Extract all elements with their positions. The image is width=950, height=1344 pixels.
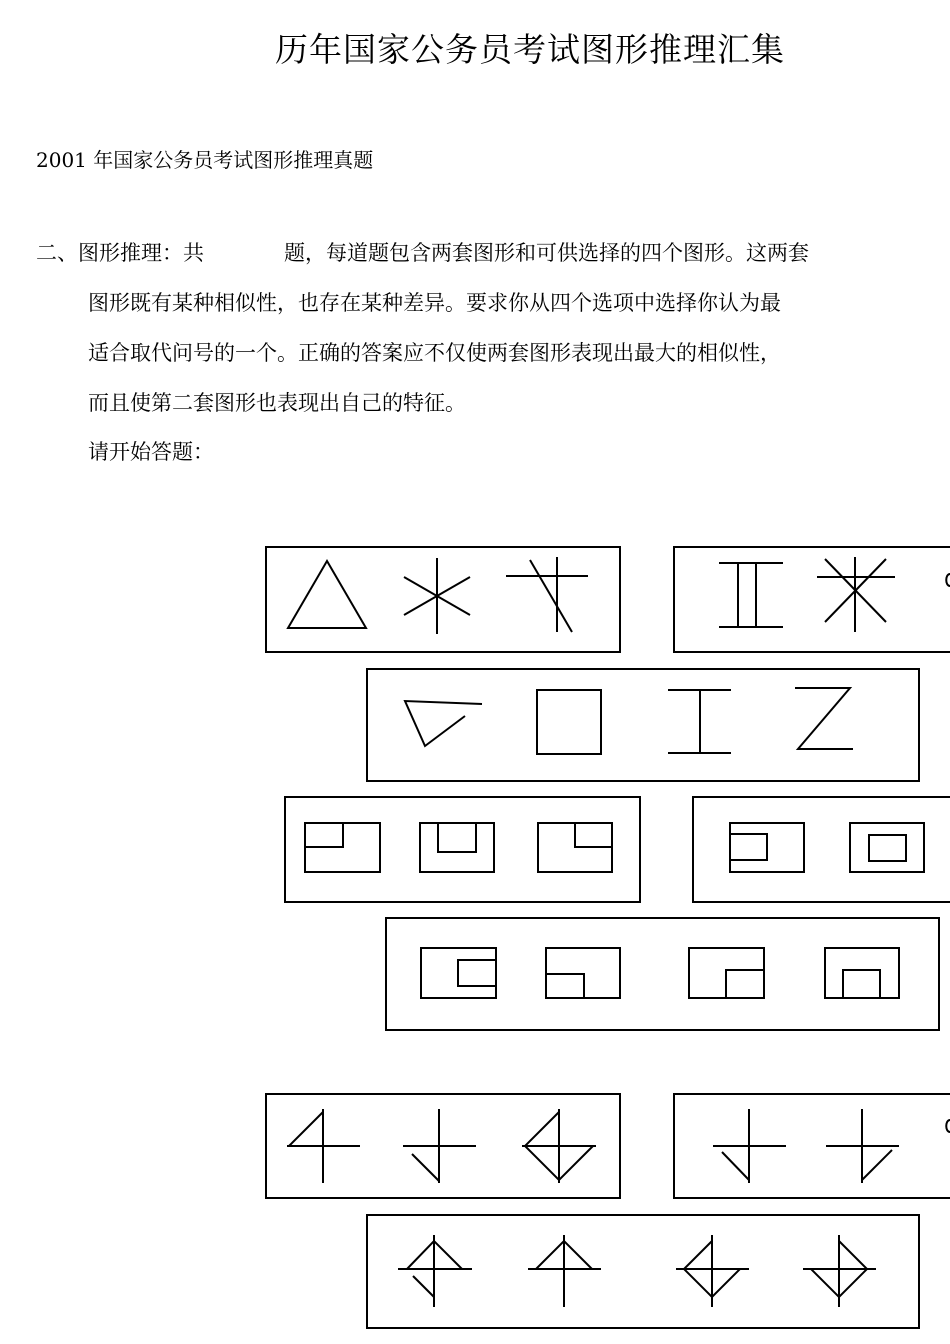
cross-left-diamond-figure [522,1109,596,1183]
rect-topright-inner-figure [538,823,612,872]
instruction-line-4: 而且使第二套图形也表现出自己的特征。 [88,391,466,415]
instruction-line-2: 图形既有某种相似性，也存在某种差异。要求你从四个选项中选择你认为最 [88,291,781,315]
instruction-line-3: 适合取代问号的一个。正确的答案应不仅使两套图形表现出最大的相似性， [88,341,781,365]
z-shape-option [795,688,853,749]
cross-top-left-diamond-option [398,1235,472,1307]
rect-topleft-inner-figure [305,823,380,872]
q1-given-set-2-frame [674,547,950,652]
rect-right-inner-option [421,948,496,998]
q2-given-set-1-frame [285,797,640,902]
cross-lower-left-diagonal-figure-b [713,1109,786,1183]
cross-right-diamond-option [803,1235,876,1307]
cross-upper-left-diagonal-figure [287,1109,360,1183]
instruction-line-1a: 二、图形推理：共 [36,241,204,265]
t-beam-option [668,690,731,753]
question-1 [266,547,950,781]
start-prompt: 请开始答题： [88,440,214,464]
rect-bottomright-inner-option [689,948,764,998]
cross-left-bottom-diamond-option [676,1235,749,1307]
eight-line-star-figure [817,557,895,632]
open-triangle-option [405,701,482,746]
cross-lower-right-diagonal-figure [826,1109,899,1183]
rect-bottomcenter-inner-option [825,948,899,998]
cross-top-diamond-option [528,1235,601,1307]
rect-left-inner-figure [730,823,804,872]
rect-bottomleft-inner-option [546,948,620,998]
question-2 [285,797,950,1030]
six-line-star-figure [404,558,470,634]
q1-options-frame [367,669,919,781]
q2-options-frame [386,918,939,1030]
rect-topcenter-inner-figure [420,823,494,872]
rect-center-inner-figure [850,823,924,872]
section-subtitle: 2001 年国家公务员考试图形推理真题 [36,148,374,172]
question-3 [266,1094,950,1328]
instruction-line-1b: 题，每道题包含两套图形和可供选择的四个图形。这两套 [284,241,809,265]
i-beam-figure [719,563,783,627]
document-title: 历年国家公务员考试图形推理汇集 [275,30,785,69]
question-mark-partial-glyph [946,574,950,586]
cross-lower-left-diagonal-figure [403,1109,476,1183]
square-option [537,690,601,754]
q3-options-frame [367,1215,919,1328]
question-mark-partial-glyph-2 [946,1120,950,1132]
triangle-figure [288,561,366,628]
crossed-lines-figure [506,557,588,632]
q2-given-set-2-frame [693,797,950,902]
